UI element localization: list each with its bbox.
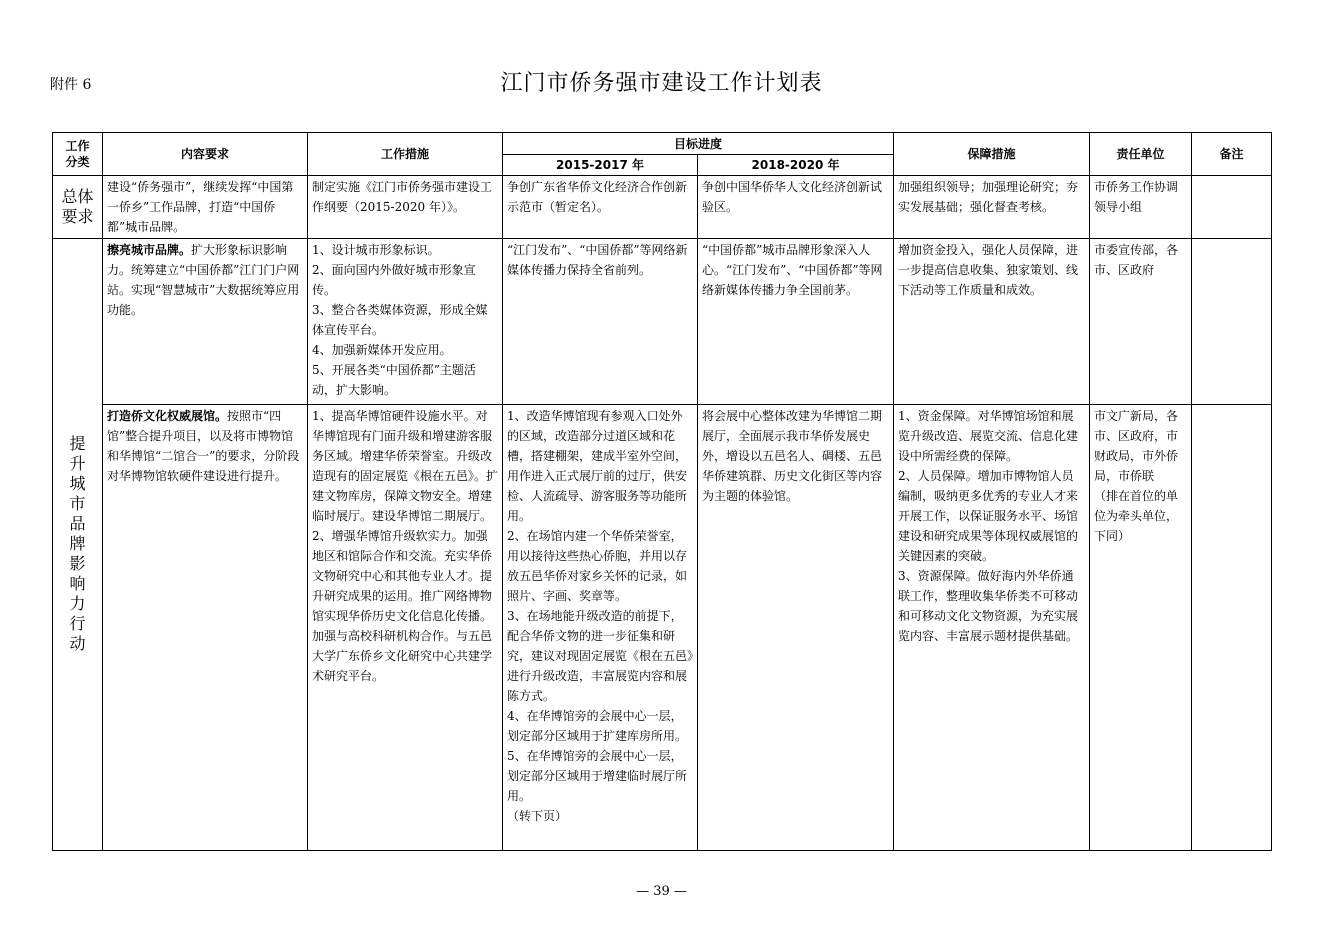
section-label: 提升城市品牌影响力行动 [53,239,103,851]
col-header-category: 工作 分类 [53,133,103,176]
col-header-period1: 2015-2017 年 [503,155,698,176]
row2-period1: 1、改造华博馆现有参观入口处外的区域，改造部分过道区域和花槽，搭建棚架，建成半室外空间，用作进入正式展厅前的过厅，供安检、人流疏导、游客服务等功能所用。 2、在场馆内建一个华侨荣誉室，用以接待这些热心侨胞，并用以存放五邑华侨对家乡关怀的记录，如照片、字画、奖章等。 3、在场地能升级改造的前提下，配合华侨文物的进一步征集和研究，建议对现固定展览《根在五邑》进行升级改造，丰富展览内容和展陈方式。 4、在华博馆旁的会展中心一层，划定部分区域用于扩建库房所用。 5、在华博馆旁的会展中心一层，划定部分区域用于增建临时展厅所用。 （转下页） [503,405,698,851]
col-header-unit: 责任单位 [1090,133,1192,176]
row2-support: 1、资金保障。对华博馆场馆和展览升级改造、展览交流、信息化建设中所需经费的保障。 2、人员保障。增加市博物馆人员编制，吸纳更多优秀的专业人才来开展工作，以保证服务水平、场馆建设和研究成果等体现权威展馆的关键因素的突破。 3、资源保障。做好海内外华侨通联工作，整理收集华侨类不可移动和可移动文化文物资源，为充实展览内容、丰富展示题材提供基础。 [894,405,1090,851]
col-header-period2: 2018-2020 年 [698,155,894,176]
col-header-support: 保障措施 [894,133,1090,176]
general-remark [1192,176,1272,239]
row1-content: 擦亮城市品牌。扩大形象标识影响力。统筹建立“中国侨都”江门门户网站。实现“智慧城市”大数据统筹应用功能。 [103,239,308,405]
row1-support: 增加资金投入，强化人员保障，进一步提高信息收集、独家策划、线下活动等工作质量和成效。 [894,239,1090,405]
general-content: 建设“侨务强市”，继续发挥“中国第一侨乡”工作品牌，打造“中国侨都”城市品牌。 [103,176,308,239]
general-unit: 市侨务工作协调领导小组 [1090,176,1192,239]
row1-measures: 1、设计城市形象标识。 2、面向国内外做好城市形象宣传。 3、整合各类媒体资源，形成全媒体宣传平台。 4、加强新媒体开发应用。 5、开展各类“中国侨都”主题活动，扩大影响。 [308,239,503,405]
row1-unit: 市委宣传部，各市、区政府 [1090,239,1192,405]
page-title: 江门市侨务强市建设工作计划表 [500,71,823,96]
general-period1: 争创广东省华侨文化经济合作创新示范市（暂定名）。 [503,176,698,239]
row2-content: 打造侨文化权威展馆。按照市“四馆”整合提升项目，以及将市博物馆和华博馆“二馆合一”的要求，分阶段对华博物馆软硬件建设进行提升。 [103,405,308,851]
plan-table [52,132,1272,851]
attachment-label: 附件 6 [50,77,92,93]
general-period2: 争创中国华侨华人文化经济创新试验区。 [698,176,894,239]
row1-period1: “江门发布”、“中国侨都”等网络新媒体传播力保持全省前列。 [503,239,698,405]
page-number: — 39 — [636,884,687,899]
general-measures: 制定实施《江门市侨务强市建设工作纲要（2015-2020 年）》。 [308,176,503,239]
header-row [53,133,1272,155]
continued-note: （转下页） [507,809,568,823]
row1-remark [1192,239,1272,405]
row2-remark [1192,405,1272,851]
col-header-content: 内容要求 [103,133,308,176]
col-header-measures: 工作措施 [308,133,503,176]
col-header-remark: 备注 [1192,133,1272,176]
row2-measures: 1、提高华博馆硬件设施水平。对华博馆现有门面升级和增建游客服务区域。增建华侨荣誉室。升级改造现有的固定展览《根在五邑》。扩建文物库房，保障文物安全。增建临时展厅。建设华博馆二期展厅。 2、增强华博馆升级软实力。加强地区和馆际合作和交流。充实华侨文物研究中心和其他专业人才。提升研究成果的运用。推广网络博物馆实现华侨历史文化信息化传播。加强与高校科研机构合作。与五邑大学广东侨乡文化研究中心共建学术研究平台。 [308,405,503,851]
general-support: 加强组织领导；加强理论研究；夯实发展基础；强化督查考核。 [894,176,1090,239]
col-header-target: 目标进度 [503,133,894,155]
general-row [53,176,1272,239]
general-label: 总体要求 [53,176,103,239]
table-row [53,405,1272,851]
row1-period2: “中国侨都”城市品牌形象深入人心。“江门发布”、“中国侨都”等网络新媒体传播力争全国前茅。 [698,239,894,405]
row2-period2: 将会展中心整体改建为华博馆二期展厅，全面展示我市华侨发展史外，增设以五邑名人、碉楼、五邑华侨建筑群、历史文化街区等内容为主题的体验馆。 [698,405,894,851]
row2-unit: 市文广新局，各市、区政府，市财政局，市外侨局，市侨联 （排在首位的单位为牵头单位，下同） [1090,405,1192,851]
table-row [53,239,1272,405]
